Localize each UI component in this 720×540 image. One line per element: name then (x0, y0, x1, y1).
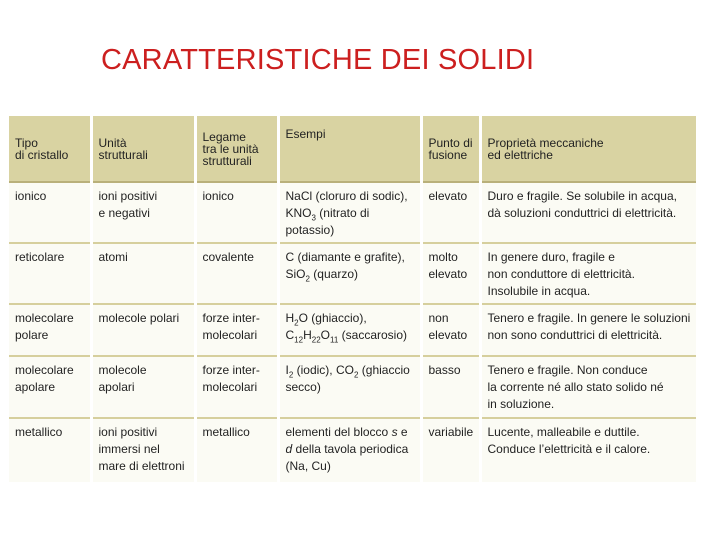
header-tipo: Tipo di cristallo (9, 116, 91, 182)
cell-unita: molecole polari (91, 304, 195, 356)
header-proprieta: Proprietà meccaniche ed elettriche (480, 116, 696, 182)
table-header-row (9, 116, 696, 182)
cell-tipo: ionico (9, 182, 91, 243)
cell-proprieta: In genere duro, fragile e non conduttore di elettricità. Insolubile in acqua. (480, 243, 696, 304)
cell-unita: ioni positivi e negativi (91, 182, 195, 243)
cell-proprieta: Lucente, malleabile e duttile. Conduce l’elettricità e il calore. (480, 418, 696, 482)
cell-fusione: variabile (421, 418, 480, 482)
cell-fusione: basso (421, 356, 480, 418)
cell-legame: forze inter- molecolari (195, 356, 278, 418)
cell-esempi: $I_2$ (iodic), $CO_2$ (ghiaccio secco) (278, 356, 421, 418)
cell-tipo: metallico (9, 418, 91, 482)
table-row (9, 356, 696, 418)
cell-esempi: elementi del blocco s e d della tavola periodica (Na, Cu) (278, 418, 421, 482)
cell-fusione: elevato (421, 182, 480, 243)
header-fusione: Punto di fusione (421, 116, 480, 182)
header-legame: Legame tra le unità strutturali (195, 116, 278, 182)
cell-esempi: C (diamante e grafite), SiO$_2$ (quarzo) (278, 243, 421, 304)
cell-tipo: molecolare apolare (9, 356, 91, 418)
table-row (9, 304, 696, 356)
table-row (9, 182, 696, 243)
cell-unita: molecole apolari (91, 356, 195, 418)
cell-fusione: non elevato (421, 304, 480, 356)
cell-legame: covalente (195, 243, 278, 304)
solids-table (9, 116, 696, 482)
cell-proprieta: Tenero e fragile. Non conduce la corrente né allo stato solido né in soluzione. (480, 356, 696, 418)
slide-title: CARATTERISTICHE DEI SOLIDI (101, 44, 535, 76)
cell-legame: forze inter- molecolari (195, 304, 278, 356)
cell-tipo: reticolare (9, 243, 91, 304)
table-row (9, 243, 696, 304)
cell-legame: ionico (195, 182, 278, 243)
solids-table-container (9, 116, 696, 473)
cell-unita: ioni positivi immersi nel mare di elettroni (91, 418, 195, 482)
cell-proprieta: Tenero e fragile. In genere le soluzioni non sono conduttrici di elettricità. (480, 304, 696, 356)
cell-esempi: NaCl (cloruro di sodic), $KNO_3$ (nitrato di potassio) (278, 182, 421, 243)
cell-unita: atomi (91, 243, 195, 304)
cell-proprieta: Duro e fragile. Se solubile in acqua, dà soluzioni conduttrici di elettricità. (480, 182, 696, 243)
cell-legame: metallico (195, 418, 278, 482)
cell-tipo: molecolare polare (9, 304, 91, 356)
cell-esempi: $H_2O$ (ghiaccio), $C_{12}H_{22}O_{11}$ (saccarosio) (278, 304, 421, 356)
header-esempi: Esempi (278, 116, 421, 182)
cell-fusione: molto elevato (421, 243, 480, 304)
header-unita: Unità strutturali (91, 116, 195, 182)
table-row (9, 418, 696, 482)
